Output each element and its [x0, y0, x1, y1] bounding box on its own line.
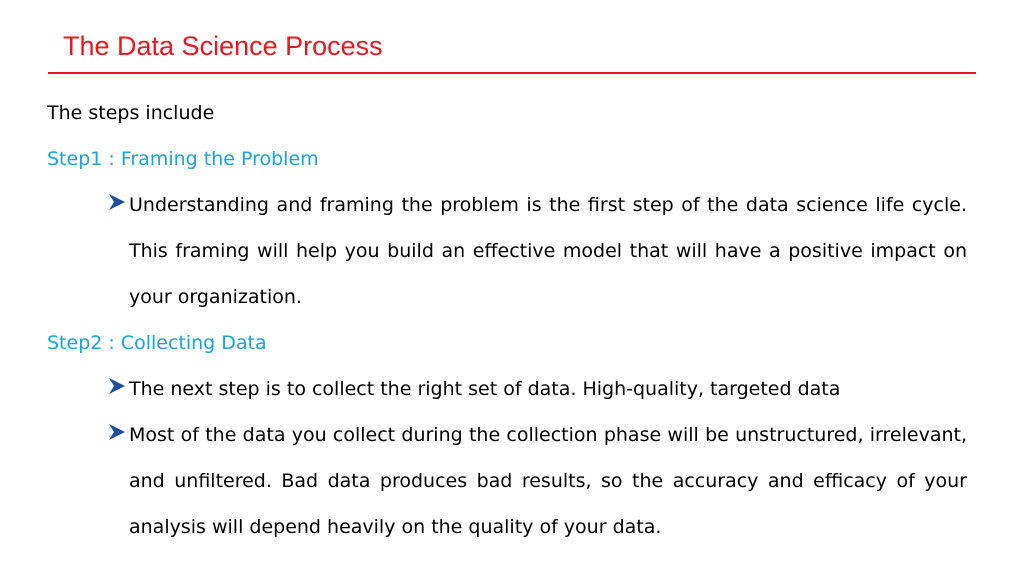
bullet-text: Most of the data you collect during the collection phase will be unstructured, irrelevant, and unfiltered. Bad data produces bad results, so the accuracy and efficacy of your analysis will depend heavily on the quality of your data. — [129, 424, 967, 538]
slide-title: The Data Science Process — [63, 31, 383, 61]
step-2-bullet-1 — [47, 366, 967, 412]
slide-body — [47, 90, 967, 550]
step-1-bullet-1 — [47, 182, 967, 320]
arrowhead-bullet-icon — [105, 182, 129, 228]
intro-text: The steps include — [47, 102, 215, 124]
bullet-text: Understanding and framing the problem is the first step of the data science life cycle. This framing will help you build an effective model that will have a positive impact on your organization. — [129, 194, 967, 308]
arrowhead-bullet-icon — [105, 366, 129, 412]
bullet-text: The next step is to collect the right set of data. High-quality, targeted data — [129, 378, 841, 400]
step-2-bullet-2 — [47, 412, 967, 550]
title-underline — [48, 72, 976, 74]
arrowhead-bullet-icon — [105, 412, 129, 458]
step-2-heading: Step2 : Collecting Data — [47, 332, 267, 354]
step-1-heading: Step1 : Framing the Problem — [47, 148, 319, 170]
